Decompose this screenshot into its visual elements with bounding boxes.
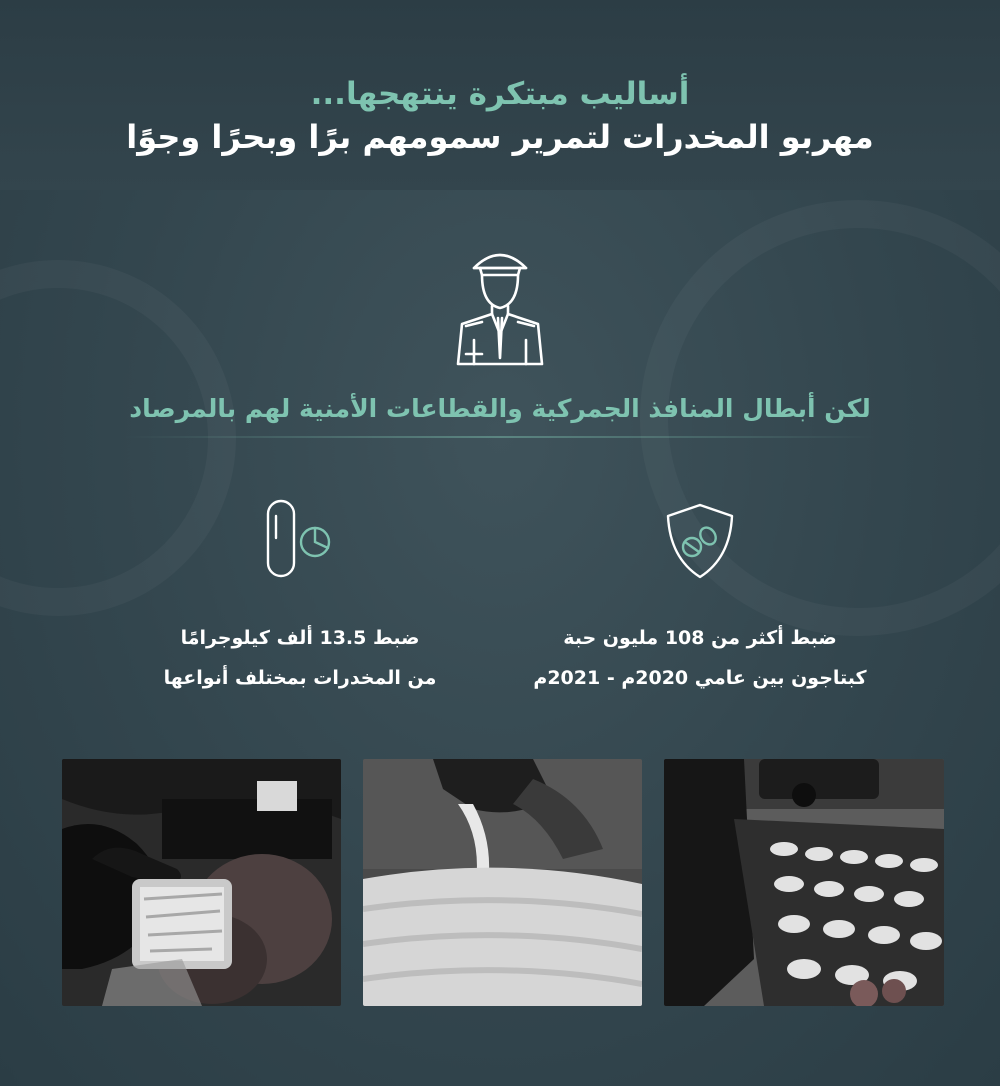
headline-title: مهربو المخدرات لتمرير سمومهم برًا وبحرًا وجوًا (126, 118, 874, 156)
pouring-pills-photo (363, 759, 642, 1006)
capsule-pie-icon (262, 498, 336, 580)
stat-captagon-line2: كبتاجون بين عامي 2020م - 2021م (533, 667, 867, 689)
stat-captagon-line1: ضبط أكثر من 108 مليون حبة (563, 627, 837, 649)
gloved-hand-drugs-photo (62, 759, 341, 1006)
stat-captagon-seized (505, 618, 895, 698)
tagline: لكن أبطال المنافذ الجمركية والقطاعات الأمنية لهم بالمرصاد (129, 394, 871, 423)
customs-officer-icon (452, 242, 548, 366)
stat-drugs-line1: ضبط 13.5 ألف كيلوجرامًا (180, 627, 420, 649)
stat-drugs-weight (130, 618, 470, 698)
stat-drugs-line2: من المخدرات بمختلف أنواعها (163, 667, 437, 689)
seized-packages-photo (664, 759, 944, 1006)
background-decoration (0, 260, 236, 616)
headline-subtitle: أساليب مبتكرة ينتهجها... (310, 76, 690, 112)
shield-pills-icon (664, 502, 736, 580)
title-band (0, 0, 1000, 190)
divider (124, 436, 876, 438)
